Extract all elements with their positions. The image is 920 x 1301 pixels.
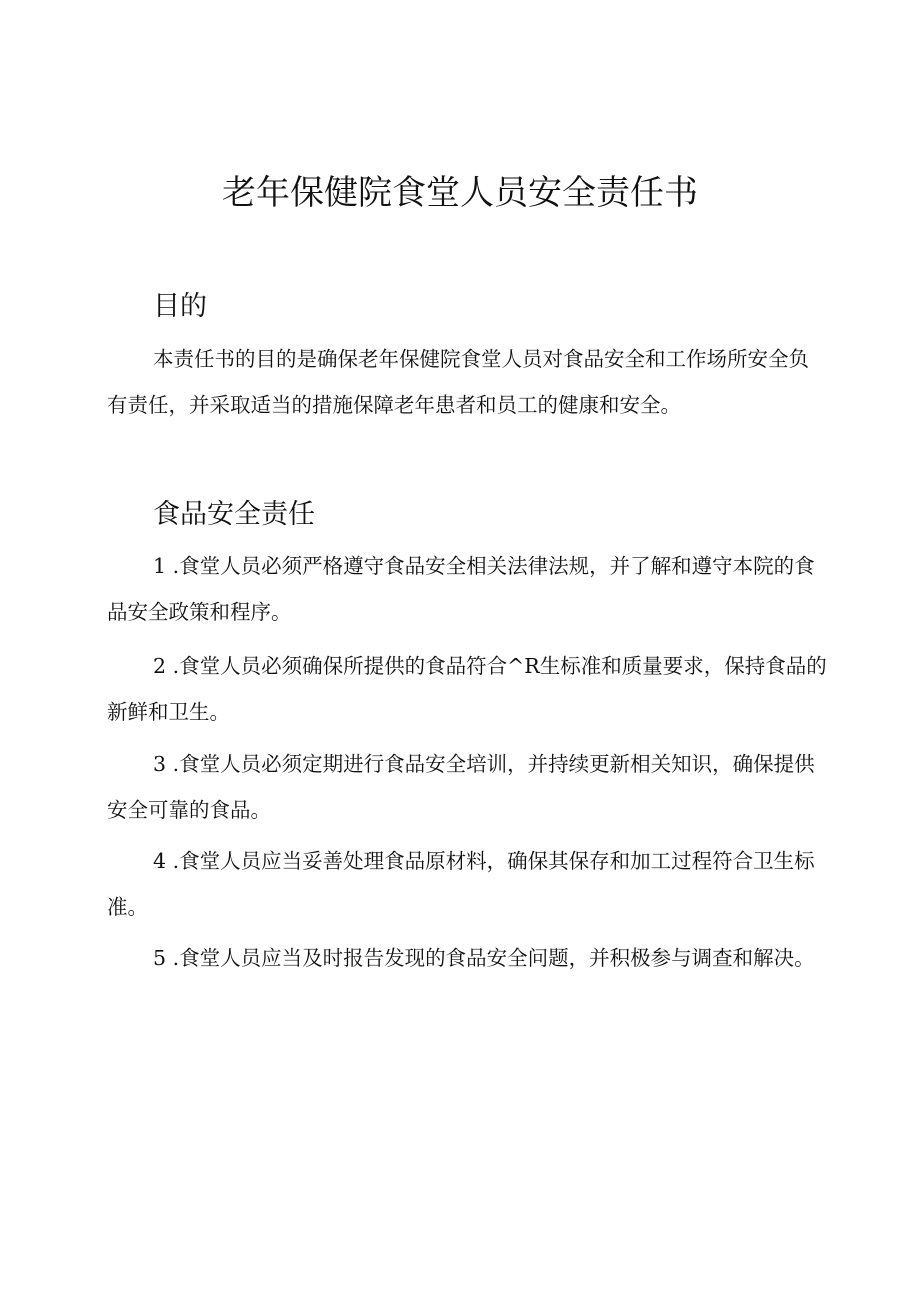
list-item-number: 2 (153, 654, 167, 678)
list-item-text: .食堂人员必须确保所提供的食品符合^R生标准和质量要求，保持食品的新鲜和卫生。 (107, 654, 827, 724)
list-item (107, 543, 827, 635)
list-item-text: .食堂人员必须严格遵守食品安全相关法律法规，并了解和遵守本院的食品安全政策和程序。 (107, 554, 815, 624)
list-item-text: .食堂人员应当及时报告发现的食品安全问题，并积极参与调查和解决。 (172, 946, 815, 970)
list-item (107, 838, 827, 930)
list-item-number: 3 (153, 752, 167, 776)
list-item-text: .食堂人员应当妥善处理食品原材料，确保其保存和加工过程符合卫生标准。 (107, 849, 815, 919)
list-item-number: 5 (153, 946, 167, 970)
list-item (107, 741, 827, 833)
list-item (107, 935, 827, 981)
list-item (107, 643, 827, 735)
document-title: 老年保健院食堂人员安全责任书 (222, 173, 698, 213)
purpose-paragraph: 本责任书的目的是确保老年保健院食堂人员对食品安全和工作场所安全负有责任，并采取适当的措施保障老年患者和员工的健康和安全。 (107, 347, 809, 417)
list-item-number: 1 (153, 554, 167, 578)
section-heading-food-safety: 食品安全责任 (153, 499, 315, 530)
list-item-number: 4 (153, 849, 167, 873)
section-heading-purpose: 目的 (153, 291, 207, 322)
list-item-text: .食堂人员必须定期进行食品安全培训，并持续更新相关知识，确保提供安全可靠的食品。 (107, 752, 815, 822)
